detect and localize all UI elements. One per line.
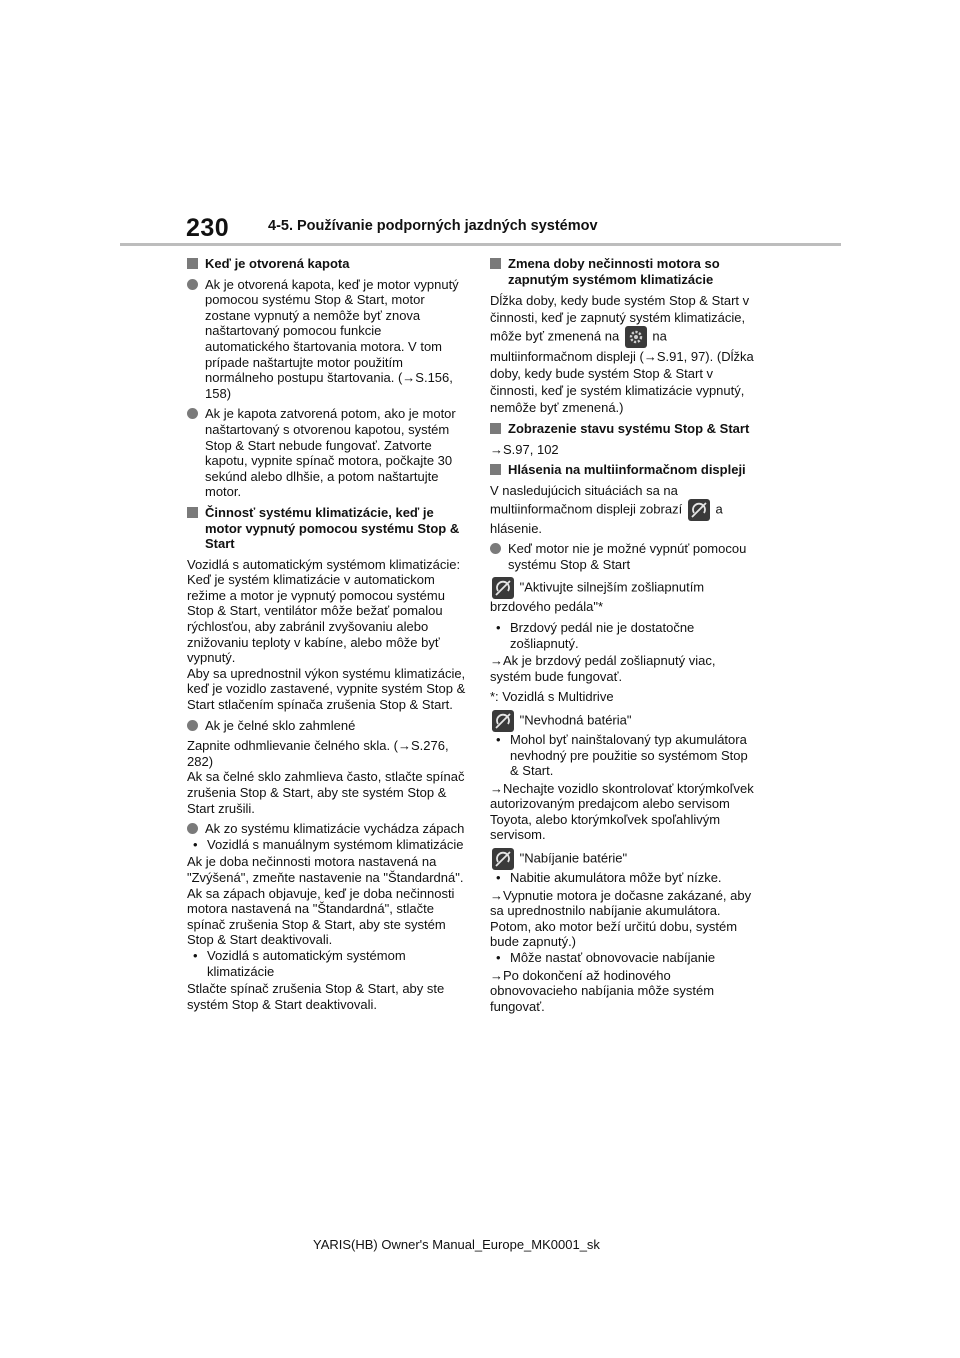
square-bullet-icon bbox=[490, 258, 501, 269]
settings-gear-icon bbox=[625, 326, 647, 348]
heading-status-display: Zobrazenie stavu systému Stop & Start bbox=[490, 421, 760, 437]
heading-ac-operation: Činnosť systému klimatizácie, keď je motor vypnutý pomocou systému Stop & Start bbox=[187, 505, 467, 552]
left-column bbox=[187, 256, 467, 1017]
message-line: "Nabíjanie batérie" bbox=[490, 848, 760, 870]
footnote: *: Vozidlá s Multidrive bbox=[490, 689, 614, 705]
round-bullet-icon bbox=[187, 279, 198, 290]
heading-hood-open: Keď je otvorená kapota bbox=[187, 256, 467, 272]
stop-start-indicator-icon bbox=[492, 848, 514, 870]
message-line: "Aktivujte silnejším zošliapnutím brzdového pedála"* bbox=[490, 577, 760, 615]
paragraph: Aby sa uprednostnil výkon systému klimatizácie, keď je vozidlo zastavené, vypnite systém Stop & Start stlačením spínača zrušenia Stop & Start. bbox=[187, 665, 466, 713]
bullet-item: Ak je otvorená kapota, keď je motor vypnutý pomocou systému Stop & Start, motor zostane vypnutý a nemôže byť znova naštartovaný pomocou funkcie automatického štartovania motora. V tom prípade naštartujte motor použitím normálneho postupu štartovania. (→S.156, 158) bbox=[187, 277, 467, 402]
sub-item: • Nabitie akumulátora môže byť nízke. bbox=[496, 870, 722, 886]
paragraph: Dĺžka doby, kedy bude systém Stop & Start v činnosti, keď je zapnutý systém klimatizácie, môže byť zmenená na na multiinformačnom displeji (→S.91, 97). (Dĺžka doby, kedy bude systém Stop & Start v činnosti, keď je systém klimatizácie vypnutý, nemôže byť zmenená.) bbox=[490, 293, 754, 416]
header-divider bbox=[120, 243, 841, 246]
paragraph: Zapnite odhmlievanie čelného skla. (→S.276, 282) bbox=[187, 738, 449, 769]
section-title: 4-5. Používanie podporných jazdných systémov bbox=[268, 218, 598, 234]
paragraph: →Po dokončení až hodinového obnovovacieho nabíjania môže systém fungovať. bbox=[490, 967, 715, 1014]
sub-item: • Vozidlá s manuálnym systémom klimatizácie bbox=[193, 836, 464, 852]
square-bullet-icon bbox=[187, 258, 198, 269]
page-number: 230 bbox=[186, 214, 230, 242]
round-bullet-icon bbox=[187, 720, 198, 731]
heading-messages: Hlásenia na multiinformačnom displeji bbox=[490, 462, 760, 478]
stop-start-indicator-icon bbox=[492, 710, 514, 732]
paragraph: Stlačte spínač zrušenia Stop & Start, aby ste systém Stop & Start deaktivovali. bbox=[187, 981, 445, 1012]
paragraph: →Ak je brzdový pedál zošliapnutý viac, systém bude fungovať. bbox=[490, 653, 716, 684]
paragraph: V nasledujúcich situáciách sa na multiinformačnom displeji zobrazí a hlásenie. bbox=[490, 482, 723, 536]
sub-item: • Mohol byť nainštalovaný typ akumulátora nevhodný pre použitie so systémom Stop & Start. bbox=[496, 731, 748, 779]
round-bullet-icon bbox=[187, 408, 198, 419]
sub-item: • Vozidlá s automatickým systémom klimatizácie bbox=[193, 947, 406, 979]
sub-item: • Môže nastať obnovovacie nabíjanie bbox=[496, 950, 716, 966]
bullet-item: Ak zo systému klimatizácie vychádza zápach bbox=[187, 821, 467, 837]
round-bullet-icon bbox=[490, 543, 501, 554]
footer-text: YARIS(HB) Owner's Manual_Europe_MK0001_sk bbox=[313, 1237, 600, 1252]
stop-start-indicator-icon bbox=[492, 577, 514, 599]
heading-idle-time: Zmena doby nečinnosti motora so zapnutým systémom klimatizácie bbox=[490, 256, 760, 287]
paragraph: Ak je doba nečinnosti motora nastavená na "Zvýšená", zmeňte nastavenie na "Štandardná". Ak sa zápach objavuje, keď je doba nečinnosti motora nastavená na "Štandardná", stlačte spínač zrušenia Stop & Start, aby ste systém Stop & Start deaktivovali. bbox=[187, 854, 464, 948]
square-bullet-icon bbox=[187, 507, 198, 518]
square-bullet-icon bbox=[490, 423, 501, 434]
paragraph: →Vypnutie motora je dočasne zakázané, aby sa uprednostnilo nabíjanie akumulátora. Potom, ako motor beží určitú dobu, systém bude zapnutý.) bbox=[490, 887, 752, 950]
round-bullet-icon bbox=[187, 823, 198, 834]
sub-item: • Brzdový pedál nie je dostatočne zošliapnutý. bbox=[496, 619, 695, 651]
paragraph: →S.97, 102 bbox=[490, 441, 559, 457]
bullet-item: Keď motor nie je možné vypnúť pomocou systému Stop & Start bbox=[490, 541, 760, 572]
right-column bbox=[490, 256, 760, 1019]
square-bullet-icon bbox=[490, 464, 501, 475]
bullet-item: Ak je čelné sklo zahmlené bbox=[187, 718, 467, 734]
stop-start-indicator-icon bbox=[688, 499, 710, 521]
paragraph: Vozidlá s automatickým systémom klimatizácie: Keď je systém klimatizácie v automatickom režime a motor je vypnutý pomocou systému Stop & Start, ventilátor môže bežať pomalou rýchlosťou, aby zabránil zvyšovaniu alebo znižovaniu teploty v kabíne, alebo môže byť vypnutý. bbox=[187, 556, 461, 666]
paragraph: →Nechajte vozidlo skontrolovať ktorýmkoľvek autorizovaným predajcom alebo servisom Toyota, alebo ktorýmkoľvek spoľahlivým servisom. bbox=[490, 780, 754, 843]
paragraph: Ak sa čelné sklo zahmlieva často, stlačte spínač zrušenia Stop & Start, aby ste systém Stop & Start zrušili. bbox=[187, 769, 465, 816]
bullet-item: Ak je kapota zatvorená potom, ako je motor naštartovaný s otvorenou kapotou, systém Stop & Start nebude fungovať. Zatvorte kapotu, vypnite spínač motora, počkajte 30 sekúnd alebo dlhšie, a potom naštartujte motor. bbox=[187, 406, 467, 500]
message-line: "Nevhodná batéria" bbox=[490, 710, 760, 732]
